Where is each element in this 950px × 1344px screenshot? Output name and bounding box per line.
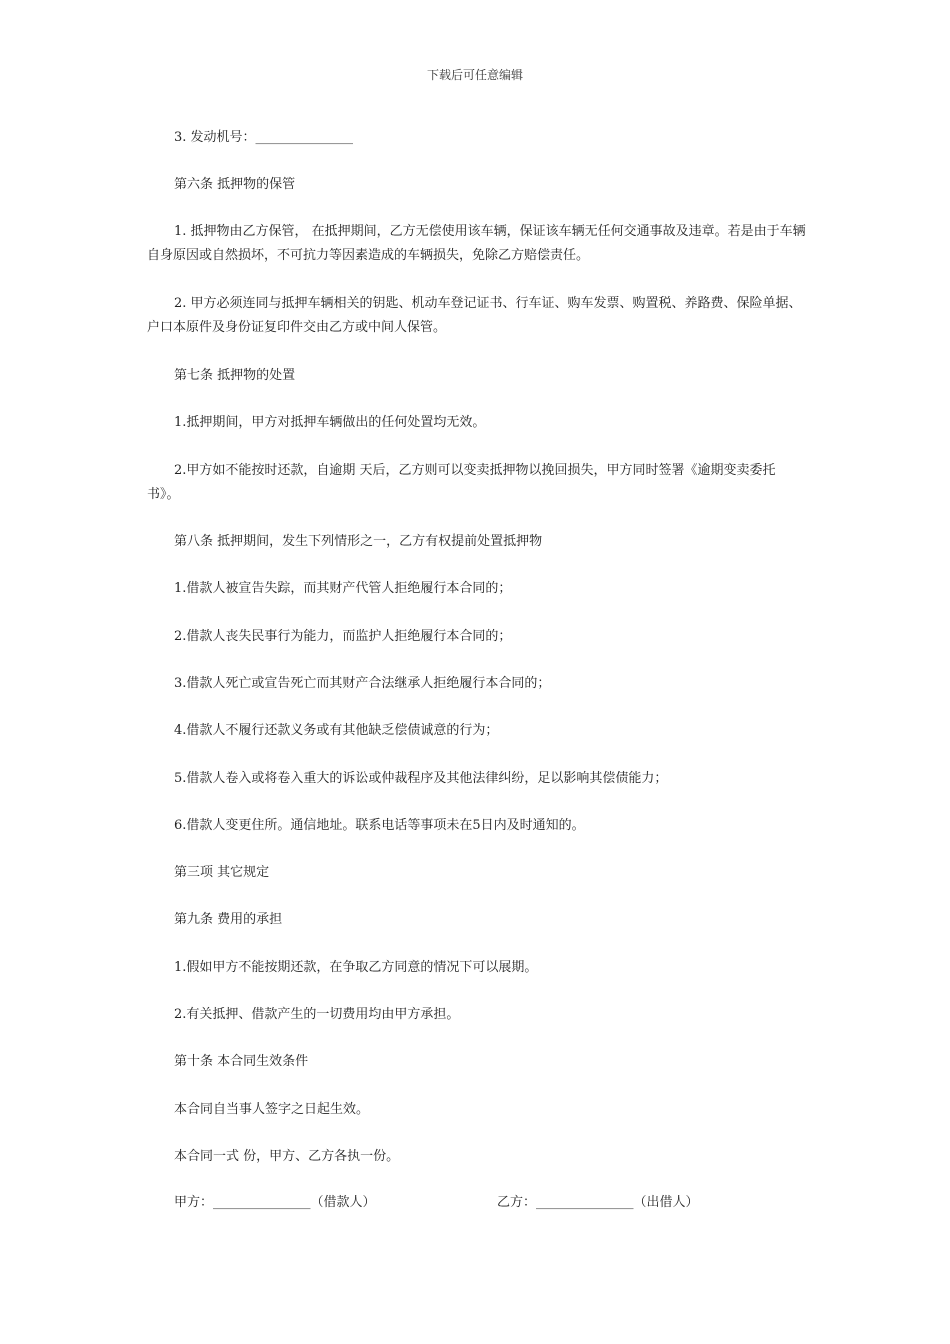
article-8-item-1: 1.借款人被宣告失踪，而其财产代管人拒绝履行本合同的； (174, 581, 512, 596)
page-header: 下载后可任意编辑 (426, 68, 523, 82)
article-10-heading: 第十条 本合同生效条件 (174, 1054, 309, 1069)
article-8-item-4: 4.借款人不履行还款义务或有其他缺乏偿债诚意的行为； (174, 723, 499, 738)
article-10-clause-1: 本合同自当事人签字之日起生效。 (174, 1102, 370, 1117)
article-6-heading: 第六条 抵押物的保管 (174, 177, 296, 192)
section-3-heading: 第三项 其它规定 (174, 865, 270, 880)
article-6-clause-2: 2. 甲方必须连同与抵押车辆相关的钥匙、机动车登记证书、行车证、购车发票、购置税、养路费、保险单据、户口本原件及身份证复印件交由乙方或中间人保管。 (147, 296, 802, 335)
article-8-item-2: 2.借款人丧失民事行为能力，而监护人拒绝履行本合同的； (174, 629, 512, 644)
article-10-clause-2: 本合同一式 份，甲方、乙方各执一份。 (174, 1149, 400, 1164)
article-9-heading: 第九条 费用的承担 (174, 912, 283, 927)
article-8-item-6: 6.借款人变更住所。通信地址。联系电话等事项未在5日内及时通知的。 (174, 818, 585, 833)
engine-number-line: 3. 发动机号：_______________ (174, 130, 354, 145)
article-8-item-3: 3.借款人死亡或宣告死亡而其财产合法继承人拒绝履行本合同的； (174, 676, 551, 691)
article-7-clause-2: 2.甲方如不能按时还款，自逾期 天后，乙方则可以变卖抵押物以挽回损失，甲方同时签署《逾期变卖委托书》。 (147, 463, 776, 502)
article-8-item-5: 5.借款人卷入或将卷入重大的诉讼或仲裁程序及其他法律纠纷，足以影响其偿债能力； (174, 771, 668, 786)
article-7-heading: 第七条 抵押物的处置 (174, 368, 296, 383)
party-b-signature: 乙方：_______________（出借人） (497, 1195, 699, 1210)
article-9-clause-2: 2.有关抵押、借款产生的一切费用均由甲方承担。 (174, 1007, 460, 1022)
article-8-heading: 第八条 抵押期间，发生下列情形之一，乙方有权提前处置抵押物 (174, 534, 543, 549)
article-6-clause-1: 1. 抵押物由乙方保管， 在抵押期间，乙方无偿使用该车辆，保证该车辆无任何交通事故及违章。若是由于车辆自身原因或自然损坏，不可抗力等因素造成的车辆损失，免除乙方赔偿责任。 (147, 224, 806, 263)
article-7-clause-1: 1.抵押期间，甲方对抵押车辆做出的任何处置均无效。 (174, 415, 486, 430)
party-a-signature: 甲方：_______________（借款人） (174, 1195, 376, 1210)
article-9-clause-1: 1.假如甲方不能按期还款，在争取乙方同意的情况下可以展期。 (174, 960, 538, 975)
